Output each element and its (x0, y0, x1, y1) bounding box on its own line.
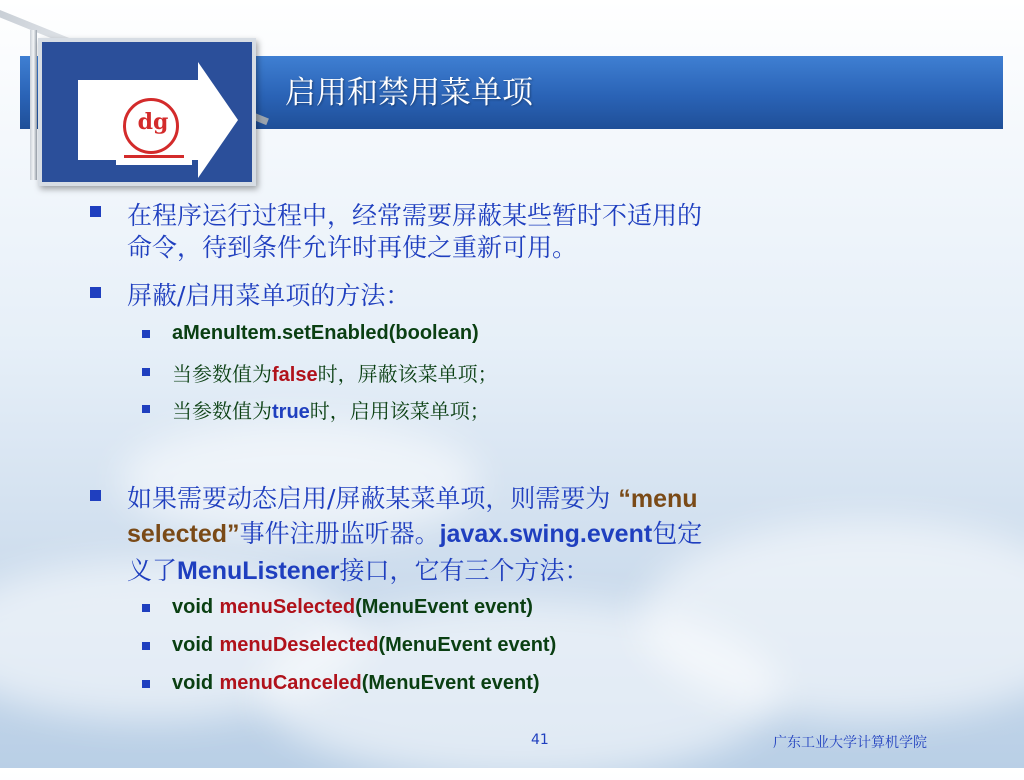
bullet-1-line-2: 命令，待到条件允许时再使之重新可用。 (127, 233, 578, 262)
bullet-square-icon (90, 490, 101, 501)
method-params: (MenuEvent event) (355, 596, 533, 618)
method-menu-canceled: menuCanceled (219, 672, 362, 694)
void-keyword: void (172, 672, 214, 694)
slide-title: 启用和禁用菜单项 (285, 75, 533, 111)
bullet-text (127, 551, 590, 587)
menu-listener-keyword: MenuListener (177, 557, 340, 585)
method-signature (172, 632, 556, 657)
method-params: (MenuEvent event) (361, 672, 540, 694)
defines-prefix: 义了 (127, 556, 178, 585)
void-keyword: void (172, 596, 214, 618)
true-keyword: true (272, 401, 310, 423)
true-case-prefix: 当参数值为 (172, 399, 272, 423)
bullet-2-text: 屏蔽/启用菜单项的方法： (127, 281, 411, 310)
sub-bullet-square-icon (142, 368, 150, 376)
method-signature (172, 670, 540, 695)
false-case-suffix: 时，屏蔽该菜单项； (317, 362, 498, 386)
bullet-square-icon (90, 287, 101, 298)
false-keyword: false (272, 364, 318, 386)
bullet-text (127, 228, 577, 264)
sub-bullet-square-icon (142, 680, 150, 688)
method-params: (MenuEvent event) (378, 634, 557, 656)
defines-text: 包定 (652, 519, 703, 548)
sub-bullet-text (172, 395, 490, 424)
sub-bullet-square-icon (142, 405, 150, 413)
void-keyword: void (172, 634, 214, 656)
footer-organization: 广东工业大学计算机学院 (773, 735, 927, 751)
sub-bullet-square-icon (142, 330, 150, 338)
package-name: javax.swing.event (439, 520, 653, 548)
bullet-square-icon (90, 206, 101, 217)
bullet-text (127, 276, 410, 312)
three-methods-text: 接口，它有三个方法： (339, 556, 590, 585)
bullet-text (127, 196, 702, 232)
sub-bullet-square-icon (142, 604, 150, 612)
bullet-text (127, 479, 698, 515)
sub-bullet-square-icon (142, 642, 150, 650)
method-menu-selected: menuSelected (219, 596, 356, 618)
page-number: 41 (531, 732, 549, 748)
bullet-1-line-1: 在程序运行过程中，经常需要屏蔽某些暂时不适用的 (127, 201, 703, 230)
bullet-3-line-1: 如果需要动态启用/屏蔽某菜单项，则需要为 (127, 484, 619, 513)
register-listener-text: 事件注册监听器。 (239, 519, 440, 548)
method-menu-deselected: menuDeselected (219, 634, 379, 656)
false-case-prefix: 当参数值为 (172, 362, 272, 386)
method-signature (172, 594, 533, 619)
menu-selected-keyword-end: selected” (127, 520, 240, 548)
menu-selected-keyword: “menu (618, 485, 698, 513)
logo-glyph: dg (137, 109, 169, 135)
set-enabled-code: aMenuItem.setEnabled(boolean) (172, 322, 479, 344)
bullet-text (127, 514, 702, 550)
sub-bullet-text (172, 320, 479, 345)
sub-bullet-text (172, 358, 498, 387)
true-case-suffix: 时，启用该菜单项； (309, 399, 490, 423)
